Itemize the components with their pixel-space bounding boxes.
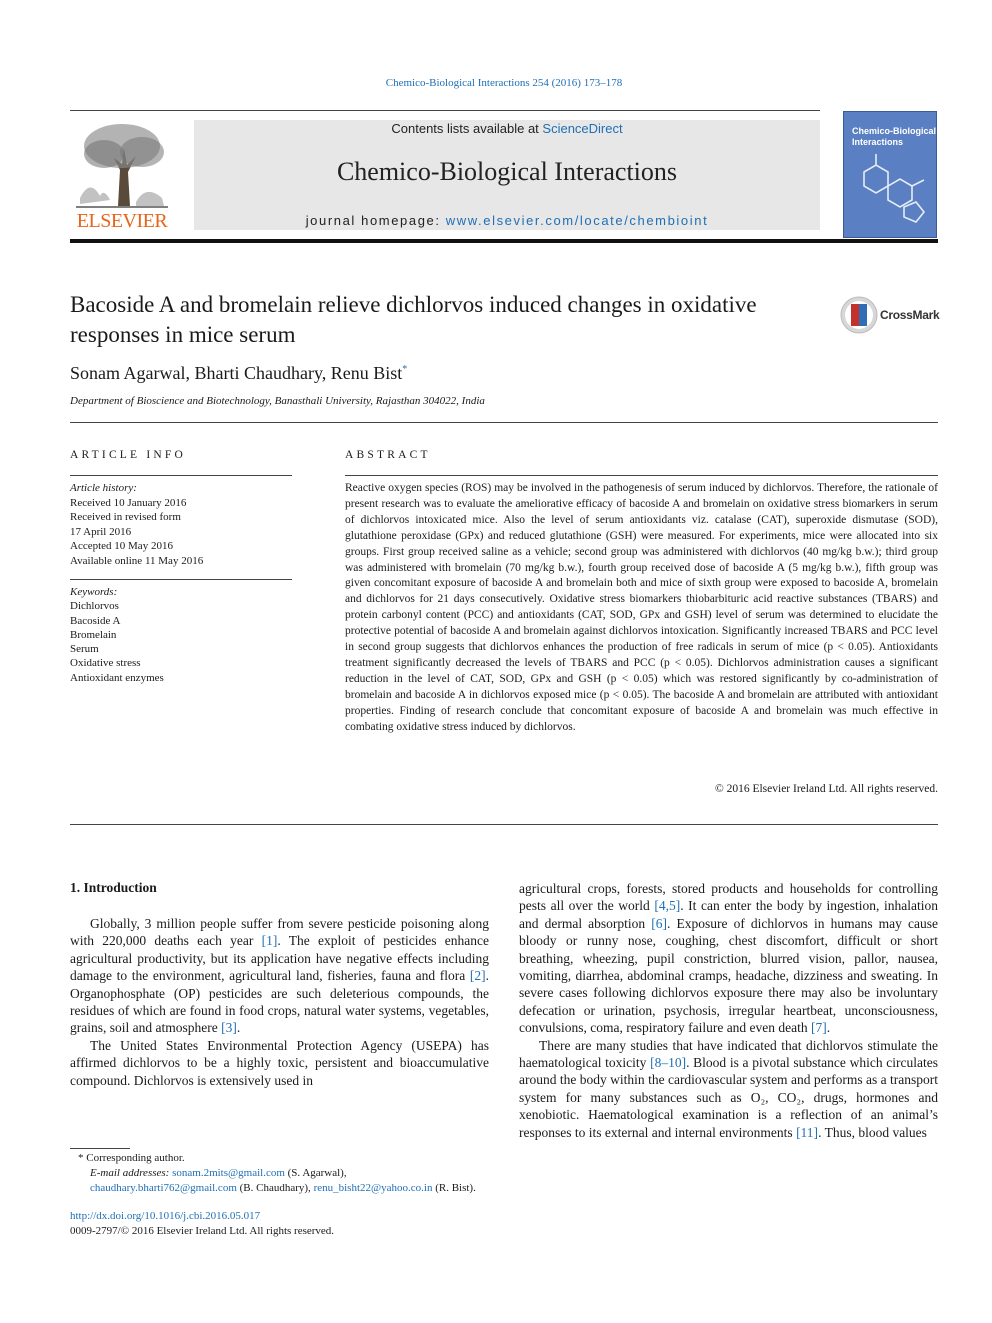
section-heading-introduction: 1. Introduction (70, 880, 157, 895)
footnote-rule (70, 1148, 130, 1149)
citation-link[interactable]: [1] (261, 933, 278, 949)
divider (70, 475, 292, 476)
keywords-label: Keywords: (70, 586, 118, 598)
history-item: Received 10 January 2016 (70, 496, 187, 509)
citation-link[interactable]: [6] (651, 915, 668, 931)
divider (70, 579, 292, 580)
contents-prefix: Contents lists available at (391, 121, 543, 136)
abstract-heading: ABSTRACT (345, 449, 431, 461)
article-title: Bacoside A and bromelain relieve dichlorvos induced changes in oxidative responses in mice serum (70, 292, 757, 347)
paragraph (70, 1037, 489, 1089)
journal-reference[interactable]: Chemico-Biological Interactions 254 (2016) 173–178 (385, 77, 623, 89)
divider (345, 475, 938, 476)
homepage-prefix: journal homepage: (305, 213, 446, 228)
text-run: Globally, 3 million people suffer from severe pesticide poisoning along with 220,000 deaths each year (70, 916, 489, 949)
keywords (70, 585, 292, 685)
body-column-left (70, 915, 489, 1089)
email-owner: (S. Agarwal), (284, 1166, 347, 1179)
corresponding-author-note (70, 1151, 492, 1166)
issn-copyright: 0009-2797/© 2016 Elsevier Ireland Ltd. All rights reserved. (70, 1225, 335, 1237)
text-run: . (236, 1020, 241, 1036)
history-item: 17 April 2016 (70, 525, 132, 538)
text-run: . Organophosphate (OP) pesticides are such deleterious compounds, the residues of which are found in food crops, natural water systems, vegetables, grains, soil and atmosphere (70, 968, 489, 1036)
text-run: . It can enter the body by ingestion, inhalation and dermal absorption (519, 898, 938, 931)
abstract-text: Reactive oxygen species (ROS) may be involved in the pathogenesis of serum induced by dichlorvos. Therefore, the rationale of present research was to evaluate the ameliorative efficacy of bacoside A and bromelain on oxidative stress biomarkers in serum of dichlorvos intoxicated mice. Also the level of serum antioxidants viz. catalase (CAT), superoxide dismutase (SOD), glutathione peroxidase (GPx) and reduced glutathione (GSH) were measured. For experiments, mice were allocated into six groups. First group received saline as a vehicle; second group was administered with dichlorvos (40 mg/kg b.w.); third group was administered with bromelain (70 mg/kg b.w.), fourth group received dose of bacoside A (5 mg/kg b.w.), fifth group was given concomitant exposure of bacoside A and bromelain both and mice of sixth group were exposed to bacoside A, bromelain and dichlorvos for 21 days consecutively. Oxidative stress biomarkers thiobarbituric acid reactive substances (TBARS) and protein carbonyl content (PCC) and antioxidants (CAT, SOD, GPx and GSH) level of serum was determined to elucidate the protective potential of bacoside A and bromelain against dichlorvos intoxication. Significantly increased TBARS and PCC level in second group suggests that dichlorvos enhances the production of free radicals in serum of mice (p < 0.05). Antioxidants treatment significantly decreased the levels of TBARS and PCC (p < 0.05). Dichlorvos administration causes a significant reduction in the level of CAT, SOD, GPx and GSH (p < 0.05) which was restored significantly by co-administration of bromelain and bacoside A in dichlorvos exposed mice (p < 0.05). The bacoside A and bromelain are attributed with antioxidant properties. Finding of research conclude that concomitant exposure of bacoside A and bromelain was much effective in combating oxidative stress induced by dichlorvos. (345, 482, 938, 733)
molecule-icon (844, 112, 937, 238)
corresponding-author-mark[interactable]: * (402, 364, 408, 375)
header-rule (70, 110, 820, 111)
footnote-text: Corresponding author. (86, 1152, 185, 1164)
abstract-copyright: © 2016 Elsevier Ireland Ltd. All rights reserved. (714, 783, 938, 795)
footnotes (70, 1151, 492, 1195)
author-list (70, 363, 407, 384)
text-run: The United States Environmental Protection Agency (USEPA) has affirmed dichlorvos to be a highly toxic, persistent and bioaccumulative compound. Dichlorvos is extensively used in (70, 1037, 489, 1088)
text-run: . Exposure of dichlorvos in humans may cause bloody or runny nose, coughing, chest discomfort, difficult or short breathing, wheezing, pupil constriction, blurred vision, pallor, nausea, vomiting, diarrhea, abdominal cramps, headache, dizziness and sweating. In severe cases following dichlorvos exposure there may also be involuntary defecation or urination, psychosis, irregular heartbeat, unconsciousness, convulsions, coma, respiratory failure and even death (519, 915, 939, 1036)
keyword: Dichlorvos (70, 600, 119, 613)
crossmark-icon (840, 296, 878, 334)
email-owner: (B. Chaudhary), (236, 1181, 314, 1194)
divider (70, 824, 938, 825)
history-item: Received in revised form (70, 511, 181, 523)
footnote-mark: * (78, 1152, 84, 1164)
text-run: . (826, 1020, 831, 1036)
citation-link[interactable]: [8–10] (650, 1055, 687, 1071)
crossmark-label: CrossMark (880, 308, 940, 322)
text-run: . Blood is a pivotal substance which circulates around the body within the cardiovascular system and performs as a transport system for many substances such as O₂, CO₂, drugs, hormones and xenobiotic. Haematological examination is a reflection of an animal’s responses to its external and internal environments (519, 1055, 938, 1140)
email-addresses (70, 1166, 492, 1196)
contents-available-line (194, 121, 820, 136)
cover-title: Chemico-Biological Interactions (852, 126, 937, 147)
email-owner: (R. Bist). (432, 1181, 476, 1194)
citation-link[interactable]: [7] (811, 1020, 827, 1036)
article-history (70, 481, 292, 568)
body-column-right (519, 880, 938, 1141)
doi-link[interactable]: http://dx.doi.org/10.1016/j.cbi.2016.05.017 (70, 1210, 261, 1222)
journal-cover-thumbnail[interactable] (843, 111, 937, 238)
affiliation: Department of Bioscience and Biotechnology, Banasthali University, Rajasthan 304022, India (70, 395, 485, 407)
history-label: Article history: (70, 482, 137, 494)
article-info-heading: ARTICLE INFO (70, 449, 186, 461)
email-link[interactable]: sonam.2mits@gmail.com (172, 1166, 285, 1179)
crossmark-badge[interactable] (840, 296, 940, 336)
citation-link[interactable]: [2] (469, 968, 486, 984)
paragraph (519, 1037, 938, 1141)
history-item: Available online 11 May 2016 (70, 554, 204, 567)
history-item: Accepted 10 May 2016 (70, 540, 173, 552)
paragraph (70, 915, 489, 1037)
tree-icon (70, 118, 174, 210)
elsevier-wordmark: ELSEVIER (76, 210, 168, 232)
authors-text: Sonam Agarwal, Bharti Chaudhary, Renu Bist (70, 363, 403, 383)
paragraph (519, 880, 938, 1037)
keyword: Bromelain (70, 628, 117, 641)
text-run: There are many studies that have indicated that dichlorvos stimulate the haematological toxicity (519, 1037, 938, 1071)
keyword: Serum (70, 643, 99, 656)
text-run: . The exploit of pesticides enhance agricultural productivity, but its application have negative effects including damage to the environment, agricultural land, fisheries, fauna and flora (70, 933, 489, 984)
citation-link[interactable]: [3] (221, 1020, 237, 1036)
header-thick-rule (70, 239, 938, 243)
email-label: E-mail addresses: (90, 1166, 170, 1179)
citation-link[interactable]: [11] (796, 1124, 819, 1140)
journal-title: Chemico-Biological Interactions (336, 157, 678, 186)
email-link[interactable]: renu_bisht22@yahoo.co.in (313, 1181, 433, 1194)
sciencedirect-link[interactable]: ScienceDirect (542, 121, 623, 136)
citation-link[interactable]: [4,5] (654, 898, 681, 914)
keyword: Oxidative stress (70, 657, 141, 670)
text-run: . Thus, blood values (818, 1124, 927, 1140)
email-link[interactable]: chaudhary.bharti762@gmail.com (90, 1181, 237, 1194)
text-run: agricultural crops, forests, stored products and households for controlling pests all over the world (519, 881, 938, 914)
keyword: Antioxidant enzymes (70, 671, 164, 684)
keyword: Bacoside A (70, 614, 121, 627)
homepage-link[interactable]: www.elsevier.com/locate/chembioint (445, 213, 709, 228)
journal-homepage-line (194, 213, 820, 228)
divider (70, 422, 938, 423)
